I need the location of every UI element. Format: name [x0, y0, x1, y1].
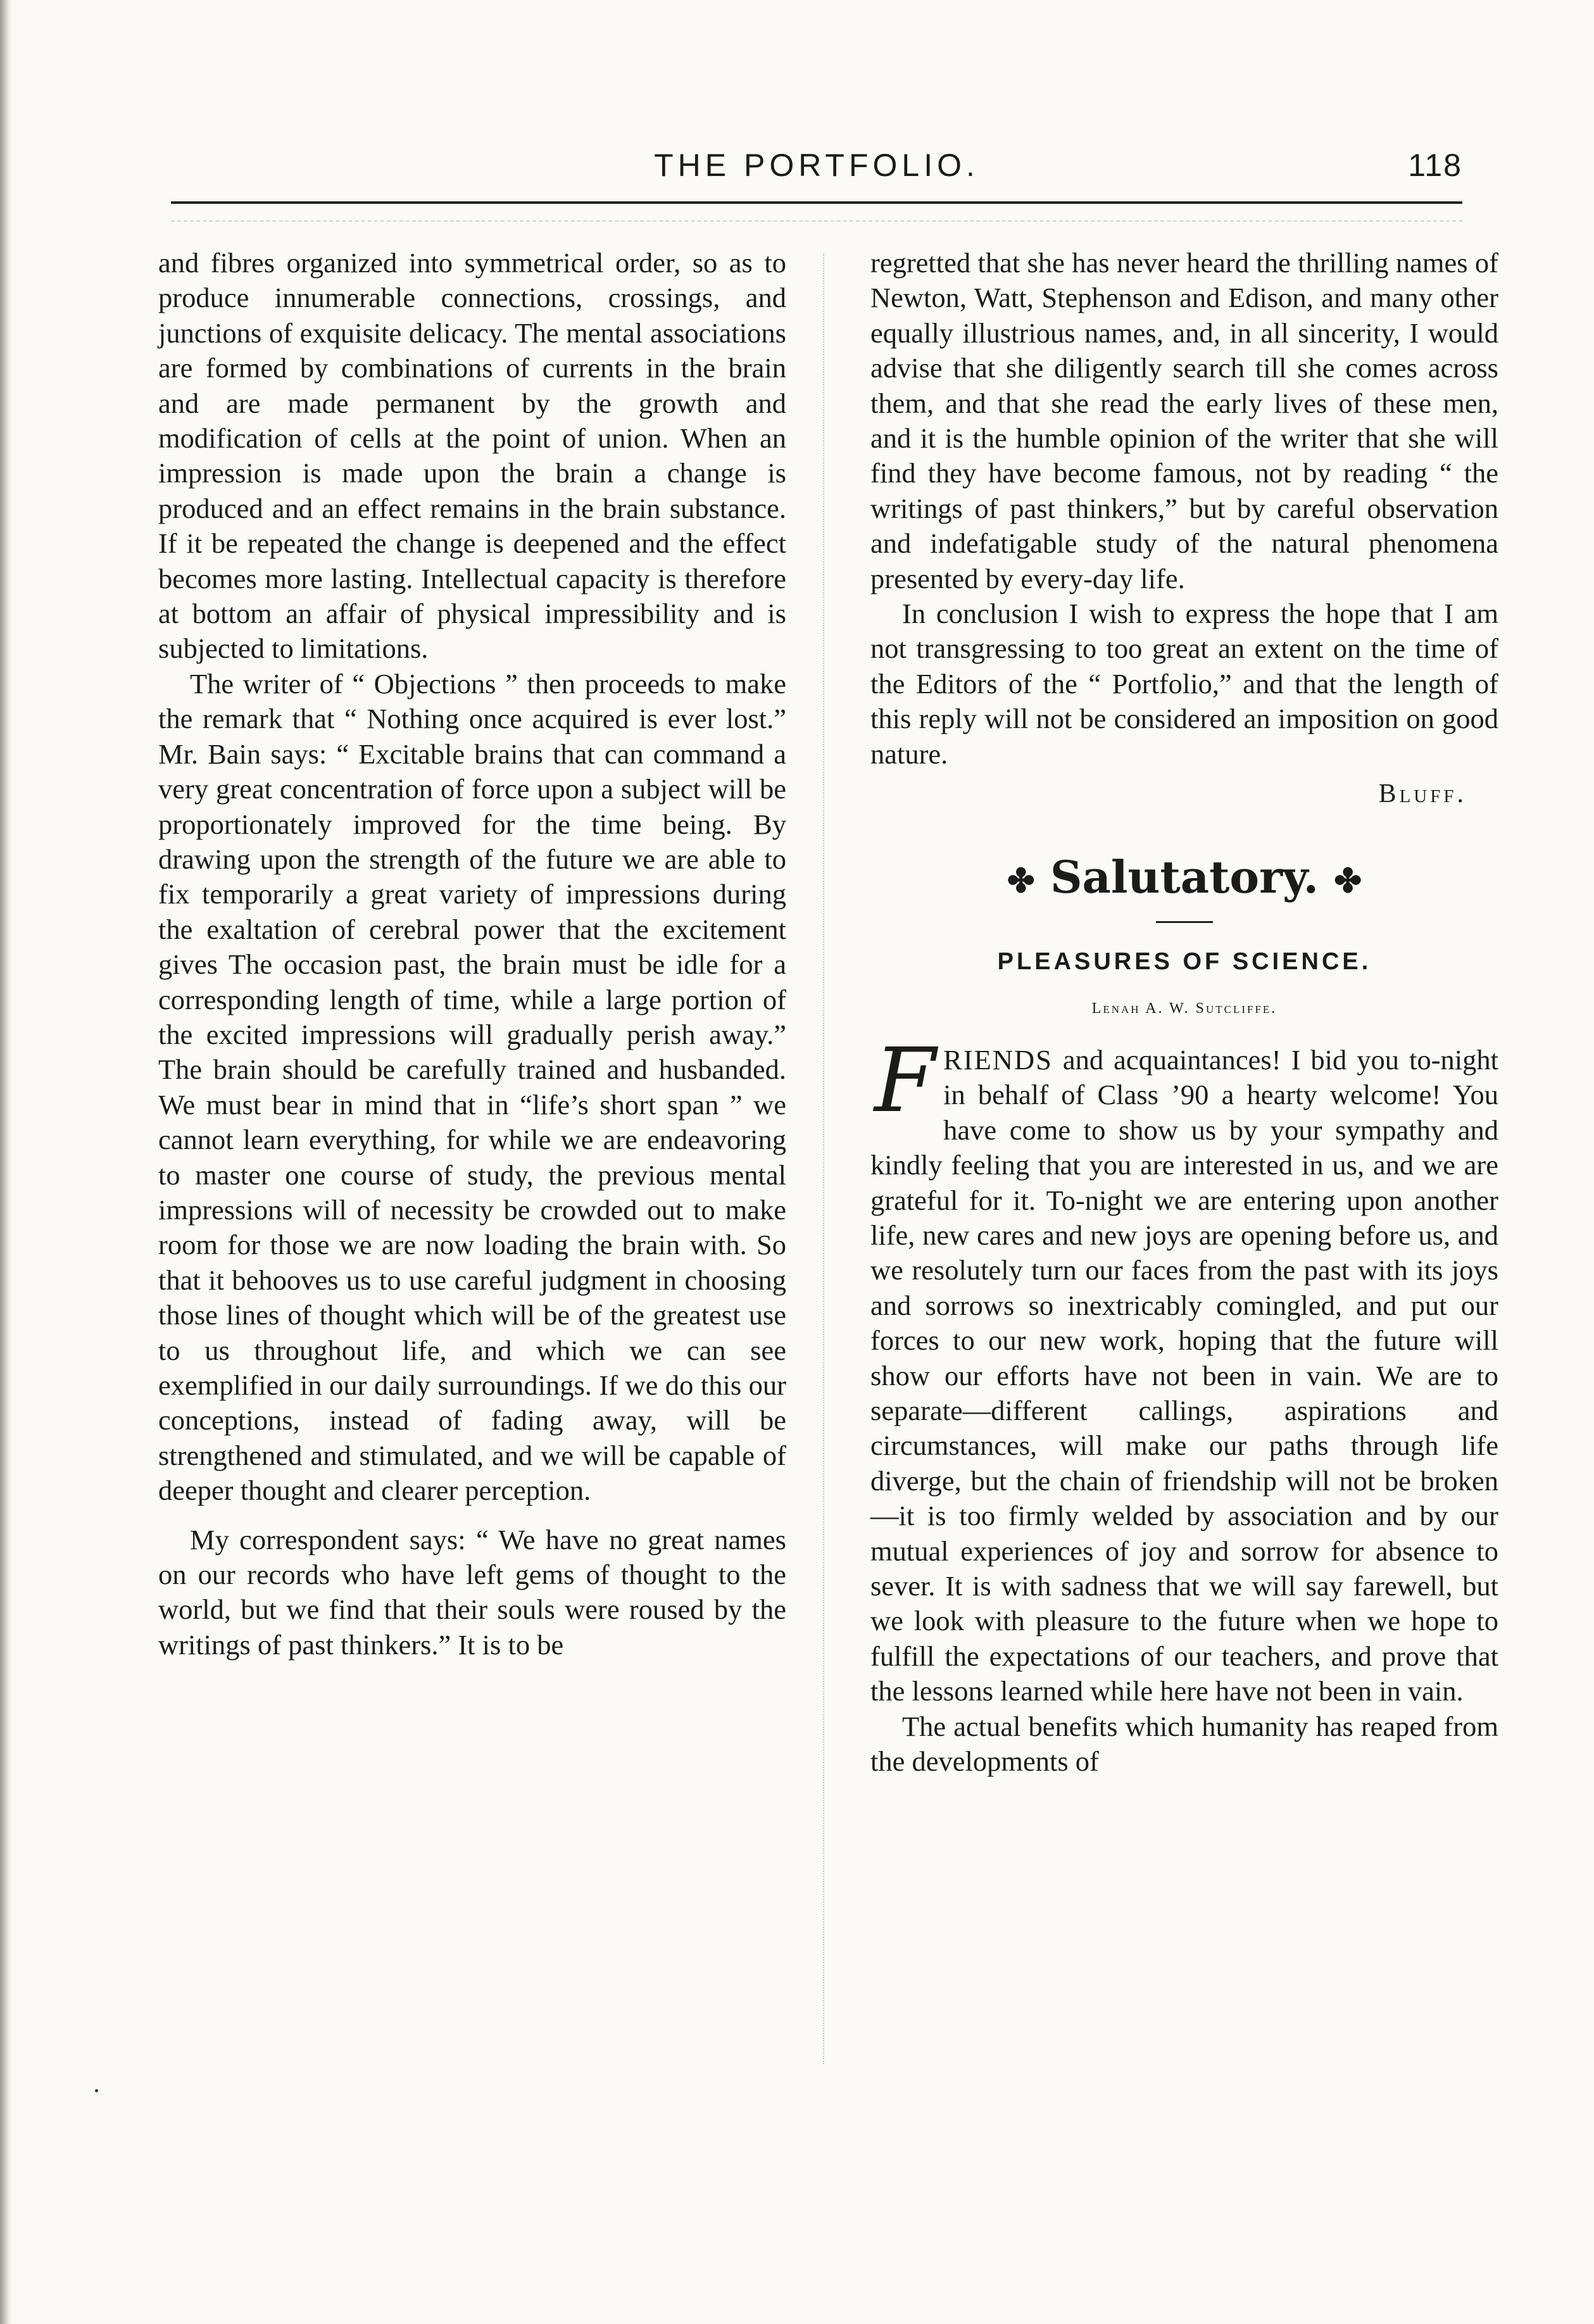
page-number: 118 [1408, 148, 1462, 183]
article-subheading: PLEASURES OF SCIENCE. [997, 948, 1372, 975]
left-paragraph-3: My correspondent says: “ We have no great names on our records who have left gems of thought to the world, but we find that their souls were roused by the writings of past thinkers.” It is to be [158, 1523, 786, 1661]
right-paragraph-3-text: and acquaintances! I bid you to-night in behalf of Class ’90 a hearty welcome! You have come to show us by your sympathy and kindly feeling that you are interested in us, and we are grateful for it. To-night we are entering upon another life, new cares and new joys are opening before us, and we resolutely turn our faces from the past with its joys and sorrows so inextricably comingled, and put our forces to our new work, hoping that the future will show our efforts have not been in vain. We are to separate—different callings, aspirations and circumstances, will make our paths through life diverge, but the chain of friendship will not be broken—it is too firmly welded by association and by our mutual experiences of joy and sorrow for absence to sever. It is with sadness that we will say farewell, but we look with pleasure to the future when we hope to fulfill the expectations of our teachers, and prove that the lessons learned while here have not been in vain. [870, 1043, 1498, 1707]
running-head [171, 147, 1462, 191]
right-paragraph-2: In conclusion I wish to express the hope that I am not transgressing to too great an extent on the time of the Editors of the “ Portfolio,” and that the length of this reply will not be considered an imposition on good nature. [870, 598, 1498, 770]
author-signature: Bluff. [1378, 779, 1467, 809]
header-rule [171, 201, 1462, 204]
right-paragraph-3 [870, 1029, 1498, 1709]
left-column [158, 246, 786, 1662]
left-paragraph-2: The writer of “ Objections ” then proceeds to make the remark that “ Nothing once acquired is ever lost.” Mr. Bain says: “ Excitable brains that can command a very great concentration of force upon a subject will be proportionately improved for the time being. By drawing upon the strength of the future we are able to fix temporarily a great variety of impressions during the exaltation of cerebral power that the excitement gives The occasion past, the brain must be idle for a corresponding length of time, while a large portion of the excited impressions will gradually perish away.” The brain should be carefully trained and husbanded. We must bear in mind that in “life’s short span ” we cannot learn everything, for while we are endeavoring to master one course of study, the previous mental impressions will of necessity be crowded out to make room for those we are now loading the brain with. So that it behooves us to use careful judgment in choosing those lines of thought which will be of the greatest use to us throughout life, and which we can see exemplified in our daily surroundings. If we do this our conceptions, instead of fading away, will be strengthened and stimulated, and we will be capable of deeper thought and clearer perception. [158, 667, 786, 1507]
paper-speck [95, 2089, 98, 2092]
drop-cap: F [874, 1029, 936, 1133]
header-rule-faint [171, 220, 1462, 222]
ornament-right-icon: ✤ [1334, 861, 1362, 900]
lead-caps: RIENDS [943, 1043, 1053, 1076]
page-binding-edge [0, 0, 11, 2324]
left-paragraph-1: and fibres organized into symmetrical order, so as to produce innumerable connections, crossings, and junctions of exquisite delicacy. The mental associations are formed by combinations of currents in the brain and are made permanent by the growth and modification of cells at the point of union. When an impression is made upon the brain a change is produced and an effect remains in the brain substance. If it be repeated the change is deepened and the effect becomes more lasting. Intellectual capacity is therefore at bottom an affair of physical impressibility and is subjected to limitations. [158, 247, 786, 665]
article-heading [870, 849, 1498, 1026]
title-rule [1156, 921, 1213, 923]
right-paragraph-4: The actual benefits which humanity has reaped from the developments of [870, 1710, 1498, 1778]
column-divider [823, 253, 824, 2064]
section-title-text: Salutatory. [1050, 850, 1319, 903]
right-paragraph-1: regretted that she has never heard the thrilling names of Newton, Watt, Stephenson and Edison, and many other equally illustrious names, and, in all sincerity, I would advise that she diligently search till she comes across them, and that she read the early lives of these men, and it is the humble opinion of the writer that she will find they have become famous, not by reading “ the writings of past thinkers,” but by careful observation and indefatigable study of the natural phenomena presented by every-day life. [870, 247, 1498, 594]
article-byline: Lenah A. W. Sutcliffe. [1091, 1000, 1277, 1017]
journal-title: THE PORTFOLIO. [654, 148, 979, 183]
section-title [870, 849, 1498, 910]
ornament-left-icon: ✤ [1007, 861, 1035, 900]
right-column [870, 246, 1498, 1779]
